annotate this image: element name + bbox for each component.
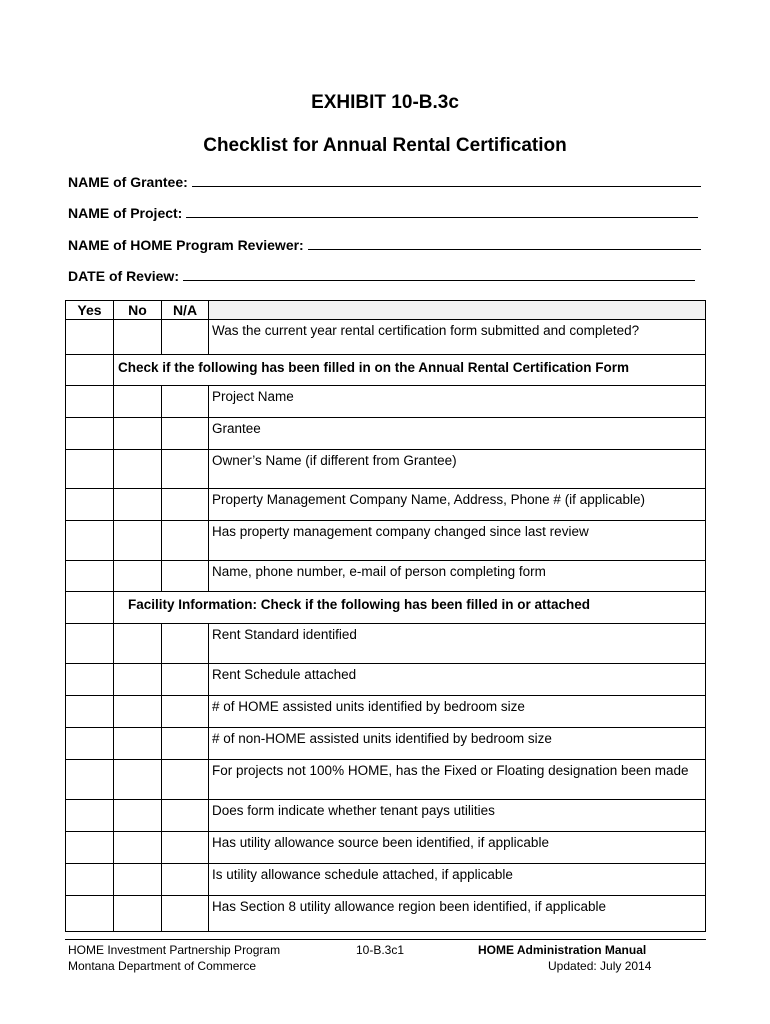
yes-checkbox[interactable] — [66, 728, 114, 760]
yes-checkbox[interactable] — [66, 320, 114, 355]
yes-header: Yes — [66, 301, 114, 320]
exhibit-number: EXHIBIT 10-B.3c — [311, 92, 459, 113]
no-checkbox[interactable] — [114, 728, 162, 760]
no-checkbox[interactable] — [114, 521, 162, 561]
checklist-question: Property Management Company Name, Address, Phone # (if applicable) — [209, 489, 706, 521]
na-checkbox[interactable] — [162, 624, 209, 664]
na-checkbox[interactable] — [162, 664, 209, 696]
no-checkbox[interactable] — [114, 624, 162, 664]
na-checkbox[interactable] — [162, 521, 209, 561]
na-checkbox[interactable] — [162, 386, 209, 418]
no-checkbox[interactable] — [114, 561, 162, 592]
date-field — [68, 268, 695, 284]
no-checkbox[interactable] — [114, 864, 162, 896]
na-checkbox[interactable] — [162, 489, 209, 521]
yes-cell — [66, 355, 114, 386]
na-checkbox[interactable] — [162, 896, 209, 932]
blank-header — [209, 301, 706, 320]
table-row — [66, 521, 706, 561]
no-checkbox[interactable] — [114, 418, 162, 450]
na-checkbox[interactable] — [162, 450, 209, 489]
no-checkbox[interactable] — [114, 450, 162, 489]
footer-divider — [65, 939, 706, 940]
section-heading-form: Check if the following has been filled in on the Annual Rental Certification Form — [114, 355, 706, 386]
yes-checkbox[interactable] — [66, 450, 114, 489]
yes-checkbox[interactable] — [66, 489, 114, 521]
table-row — [66, 386, 706, 418]
table-row — [66, 664, 706, 696]
yes-checkbox[interactable] — [66, 418, 114, 450]
header-row — [66, 301, 706, 320]
na-checkbox[interactable] — [162, 418, 209, 450]
date-input-line[interactable] — [183, 268, 695, 281]
footer-department: Montana Department of Commerce — [68, 959, 257, 973]
yes-checkbox[interactable] — [66, 864, 114, 896]
yes-checkbox[interactable] — [66, 561, 114, 592]
checklist-question: Rent Standard identified — [209, 624, 706, 664]
no-header: No — [114, 301, 162, 320]
footer-program: HOME Investment Partnership Program — [68, 943, 281, 957]
grantee-field — [68, 174, 701, 190]
checklist-question: Rent Schedule attached — [209, 664, 706, 696]
checklist-question: # of non-HOME assisted units identified by bedroom size — [209, 728, 706, 760]
yes-checkbox[interactable] — [66, 896, 114, 932]
checklist-question: Project Name — [209, 386, 706, 418]
na-header: N/A — [162, 301, 209, 320]
checklist-question: For projects not 100% HOME, has the Fixed or Floating designation been made — [209, 760, 706, 800]
checklist-question: Name, phone number, e-mail of person completing form — [209, 561, 706, 592]
checklist-question: Was the current year rental certification form submitted and completed? — [209, 320, 706, 355]
reviewer-field — [68, 237, 701, 253]
yes-checkbox[interactable] — [66, 696, 114, 728]
date-label: DATE of Review: — [68, 268, 179, 284]
na-checkbox[interactable] — [162, 728, 209, 760]
section-row — [66, 592, 706, 624]
yes-checkbox[interactable] — [66, 760, 114, 800]
table-row — [66, 489, 706, 521]
na-checkbox[interactable] — [162, 561, 209, 592]
no-checkbox[interactable] — [114, 896, 162, 932]
table-row — [66, 450, 706, 489]
na-checkbox[interactable] — [162, 696, 209, 728]
table-row — [66, 320, 706, 355]
table-row — [66, 561, 706, 592]
checklist-question: Does form indicate whether tenant pays utilities — [209, 800, 706, 832]
checklist-question: Is utility allowance schedule attached, if applicable — [209, 864, 706, 896]
project-input-line[interactable] — [186, 205, 698, 218]
table-row — [66, 800, 706, 832]
grantee-input-line[interactable] — [192, 174, 701, 187]
no-checkbox[interactable] — [114, 320, 162, 355]
no-checkbox[interactable] — [114, 832, 162, 864]
table-row — [66, 864, 706, 896]
section-heading-facility: Facility Information: Check if the following has been filled in or attached — [114, 592, 706, 624]
na-checkbox[interactable] — [162, 760, 209, 800]
table-row — [66, 896, 706, 932]
checklist-table — [65, 300, 706, 932]
table-row — [66, 728, 706, 760]
reviewer-label: NAME of HOME Program Reviewer: — [68, 237, 304, 253]
project-field — [68, 205, 698, 221]
no-checkbox[interactable] — [114, 386, 162, 418]
footer-manual: HOME Administration Manual — [478, 943, 647, 957]
footer-updated: Updated: July 2014 — [548, 959, 652, 973]
yes-checkbox[interactable] — [66, 800, 114, 832]
checklist-question: Has Section 8 utility allowance region been identified, if applicable — [209, 896, 706, 932]
table-row — [66, 832, 706, 864]
reviewer-input-line[interactable] — [308, 237, 701, 250]
table-row — [66, 696, 706, 728]
checklist-question: Grantee — [209, 418, 706, 450]
checklist-question: Owner’s Name (if different from Grantee) — [209, 450, 706, 489]
na-checkbox[interactable] — [162, 864, 209, 896]
grantee-label: NAME of Grantee: — [68, 174, 188, 190]
yes-checkbox[interactable] — [66, 521, 114, 561]
yes-cell — [66, 592, 114, 624]
no-checkbox[interactable] — [114, 664, 162, 696]
table-row — [66, 418, 706, 450]
yes-checkbox[interactable] — [66, 624, 114, 664]
table-row — [66, 624, 706, 664]
no-checkbox[interactable] — [114, 489, 162, 521]
section-row — [66, 355, 706, 386]
yes-checkbox[interactable] — [66, 386, 114, 418]
footer-page-number: 10-B.3c1 — [356, 943, 405, 957]
na-checkbox[interactable] — [162, 800, 209, 832]
yes-checkbox[interactable] — [66, 664, 114, 696]
checklist-question: # of HOME assisted units identified by bedroom size — [209, 696, 706, 728]
yes-checkbox[interactable] — [66, 832, 114, 864]
checklist-question: Has utility allowance source been identified, if applicable — [209, 832, 706, 864]
no-checkbox[interactable] — [114, 800, 162, 832]
na-checkbox[interactable] — [162, 832, 209, 864]
no-checkbox[interactable] — [114, 696, 162, 728]
na-checkbox[interactable] — [162, 320, 209, 355]
table-row — [66, 760, 706, 800]
project-label: NAME of Project: — [68, 205, 183, 221]
document-title: Checklist for Annual Rental Certification — [203, 135, 567, 156]
checklist-question: Has property management company changed since last review — [209, 521, 706, 561]
no-checkbox[interactable] — [114, 760, 162, 800]
